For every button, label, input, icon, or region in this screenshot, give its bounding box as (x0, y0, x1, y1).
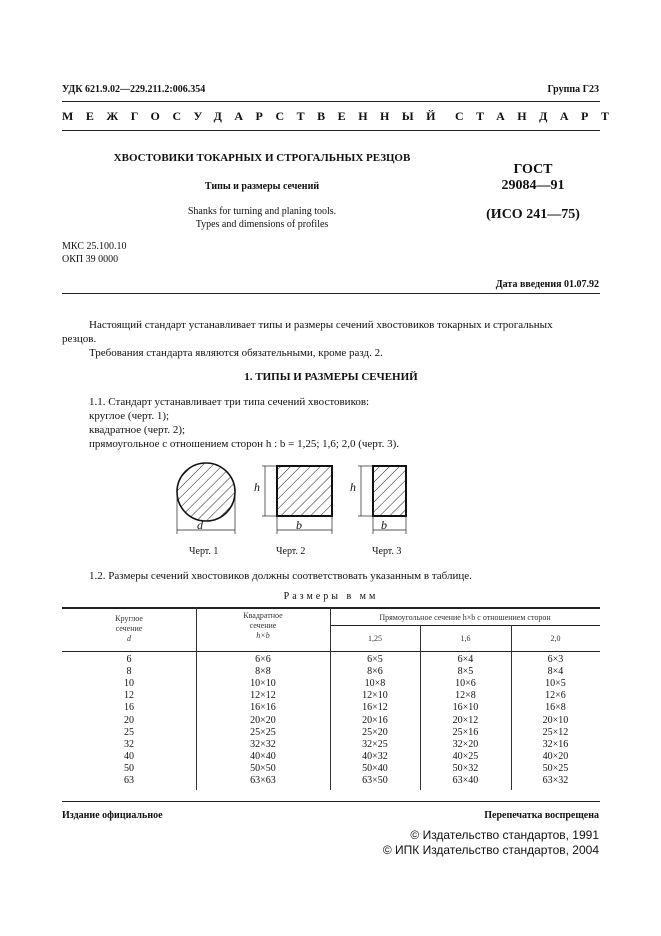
table-cell: 32×25 (362, 738, 388, 750)
table-row (62, 715, 600, 727)
table-cell: 16×12 (362, 702, 388, 714)
table-cell: 8 (126, 666, 132, 678)
header-round-l1: Круглое (115, 614, 143, 623)
copyright-1: © Издательство стандартов, 1991 (410, 828, 599, 842)
dim-d-label: d (197, 518, 203, 532)
table-cell: 25×12 (542, 726, 569, 738)
table-row (62, 654, 600, 666)
header-round-l2: сечение (115, 624, 143, 633)
header-square-l1: Квадратное (243, 611, 283, 620)
table-cell: 12×6 (545, 690, 566, 702)
header-rule (62, 101, 600, 102)
gost-number: 29084—91 (501, 178, 565, 193)
table-cell: 16×8 (545, 702, 566, 714)
table-cell: 63×63 (250, 775, 276, 786)
table-cell: 10×10 (250, 678, 276, 690)
table-cell: 16×16 (250, 702, 276, 714)
table-cell: 16 (124, 702, 134, 714)
table-row (62, 751, 600, 763)
header-ratio-3: 2,0 (550, 634, 561, 643)
table-cell: 12 (124, 690, 134, 702)
table-row (62, 666, 600, 678)
copyright-2: © ИПК Издательство стандартов, 2004 (382, 843, 599, 857)
table-cell: 63×32 (542, 775, 569, 786)
header-square-l2: сечение (249, 621, 277, 630)
table-cell: 6×5 (367, 654, 383, 665)
table-cell: 25 (124, 726, 134, 738)
intro-date-label: Дата введения (495, 279, 562, 290)
table-cell: 20 (124, 714, 134, 726)
table-cell: 32×20 (452, 738, 479, 750)
dim-b-label-3: b (381, 518, 387, 532)
table-cell: 8×5 (457, 666, 474, 678)
header-round-l3: d (127, 634, 131, 643)
table-sub-rule (330, 625, 600, 626)
table-row (62, 775, 600, 787)
table-cell: 25×25 (250, 726, 276, 738)
table-cell: 40×32 (362, 750, 388, 762)
figure-2-caption: Черт. 2 (276, 546, 306, 557)
iso-number: (ИСО 241—75) (486, 207, 580, 222)
paragraph-1b: резцов. (62, 333, 97, 345)
banner-left: МЕЖГОСУДАРСТВЕННЫЙ (62, 109, 448, 123)
intro-date (496, 279, 599, 290)
gost-label: ГОСТ (513, 162, 553, 177)
table-cell: 32 (124, 738, 134, 750)
paragraph-1a: Настоящий стандарт устанавливает типы и размеры сечений хвостовиков токарных и строгальных (89, 319, 553, 331)
table-cell: 50×32 (452, 762, 479, 774)
table-cell: 8×6 (367, 666, 383, 678)
table-cell: 63×50 (362, 775, 388, 786)
table-row (62, 727, 600, 739)
table-cell: 8×4 (547, 666, 564, 678)
okp-code: ОКП 39 0000 (62, 254, 119, 265)
table-cell: 50 (124, 762, 134, 774)
table-head-rule (62, 651, 600, 652)
table-cell: 40 (124, 750, 134, 762)
clause-1-1-round: круглое (черт. 1); (89, 410, 170, 422)
table-caption: Размеры в мм (283, 591, 379, 602)
table-cell: 50×25 (542, 762, 569, 774)
udk-code: УДК 621.9.02—229.211.2:006.354 (62, 84, 206, 95)
table-cell: 6×3 (547, 654, 564, 665)
dim-h-label-2: h (254, 480, 260, 494)
table-cell: 20×12 (452, 714, 479, 726)
table-cell: 63 (124, 775, 134, 786)
figure-1-caption: Черт. 1 (189, 546, 219, 557)
reprint-notice: Перепечатка воспрещена (484, 810, 599, 821)
table-cell: 10×5 (545, 678, 566, 690)
table-cell: 20×20 (250, 714, 276, 726)
table-cell: 12×10 (362, 690, 388, 702)
doc-subtitle: Типы и размеры сечений (204, 181, 320, 192)
table-cell: 16×10 (452, 702, 479, 714)
intro-date-value: 01.07.92 (564, 279, 599, 290)
header-ratio-1: 1,25 (368, 634, 382, 643)
date-rule (62, 293, 600, 294)
group-code: Группа Г23 (547, 84, 599, 95)
doc-title: ХВОСТОВИКИ ТОКАРНЫХ И СТРОГАЛЬНЫХ РЕЗЦОВ (113, 152, 411, 164)
table-row (62, 763, 600, 775)
table-cell: 10×6 (455, 678, 476, 690)
footer-rule (62, 801, 600, 802)
table-cell: 6×4 (457, 654, 474, 665)
table-cell: 63×40 (452, 775, 479, 786)
table-cell: 20×16 (362, 714, 388, 726)
table-row (62, 678, 600, 690)
dim-h-label-3: h (350, 480, 356, 494)
table-cell: 25×20 (362, 726, 388, 738)
table-cell: 32×16 (542, 738, 569, 750)
clause-1-2: 1.2. Размеры сечений хвостовиков должны соответствовать указанным в таблице. (89, 570, 472, 582)
table-cell: 12×8 (455, 690, 476, 702)
table-row (62, 690, 600, 702)
table-cell: 50×50 (250, 762, 276, 774)
table-cell: 8×8 (255, 666, 271, 678)
section-heading: 1. ТИПЫ И РАЗМЕРЫ СЕЧЕНИЙ (244, 371, 418, 383)
banner-right: СТАНДАРТ (455, 109, 622, 123)
title-en-1: Shanks for turning and planing tools. (187, 206, 337, 217)
edition-label: Издание официальное (62, 810, 163, 821)
table-cell: 40×40 (250, 750, 276, 762)
table-cell: 25×16 (452, 726, 479, 738)
table-cell: 20×10 (542, 714, 569, 726)
header-square-l3: h×b (256, 631, 270, 640)
table-row (62, 702, 600, 714)
table-top-rule (62, 607, 600, 609)
table-cell: 40×20 (542, 750, 569, 762)
title-en-2: Types and dimensions of profiles (195, 219, 329, 230)
clause-1-1-square: квадратное (черт. 2); (89, 424, 186, 436)
mks-code: МКС 25.100.10 (62, 241, 127, 252)
table-cell: 32×32 (250, 738, 276, 750)
table-cell: 40×25 (452, 750, 479, 762)
banner-rule (62, 130, 600, 131)
header-round (62, 614, 196, 644)
header-square (196, 611, 330, 641)
paragraph-2: Требования стандарта являются обязательными, кроме разд. 2. (89, 347, 383, 359)
header-ratio-2: 1,6 (460, 634, 471, 643)
clause-1-1: 1.1. Стандарт устанавливает три типа сечений хвостовиков: (89, 396, 370, 408)
table-cell: 6×6 (255, 654, 271, 665)
table-cell: 10×8 (364, 678, 386, 690)
figure-3-caption: Черт. 3 (372, 546, 402, 557)
table-cell: 12×12 (250, 690, 276, 702)
round-section-shape (177, 463, 235, 534)
table-row (62, 739, 600, 751)
table-cell: 10 (124, 678, 134, 690)
header-rect: Прямоугольное сечение h×b с отношением сторон (379, 613, 551, 622)
table-cell: 6 (126, 654, 132, 665)
table-cell: 50×40 (362, 762, 388, 774)
dim-b-label-2: b (296, 518, 302, 532)
clause-1-1-rect: прямоугольное с отношением сторон h : b = 1,25; 1,6; 2,0 (черт. 3). (89, 438, 400, 450)
